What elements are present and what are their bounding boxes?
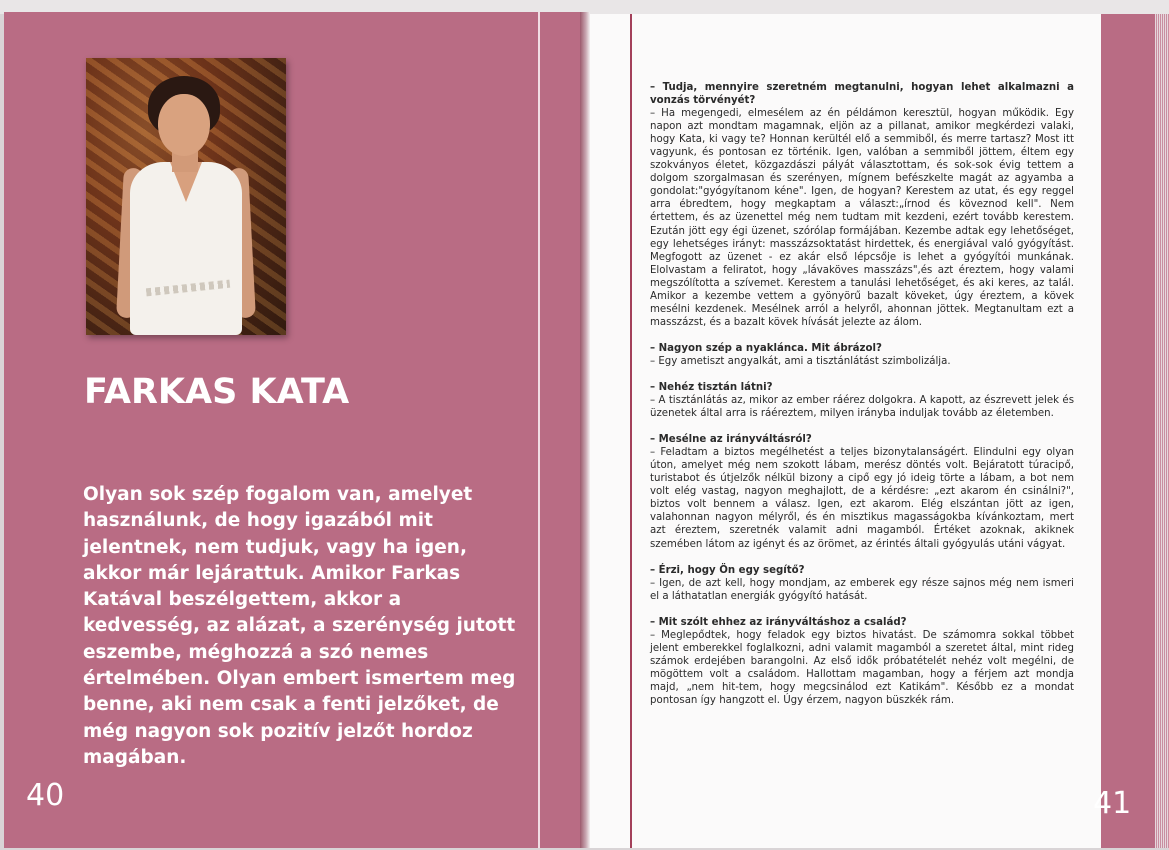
intro-paragraph: Olyan sok szép fogalom van, amelyet használunk, de hogy igazából mit jelentnek, nem tudjuk, vagy ha igen, akkor már lejárattuk. Amikor Farkas Katával beszélgettem, akkor a kedvesség, az alázat, a szerénység jutott eszembe, méghozzá a szó nemes értelmében. Olyan embert ismertem meg benne, aki nem csak a fenti jelzőket, de még nagyon sok pozitív jelzőt hordoz magában. [83,484,516,768]
person-name-heading: FARKAS KATA [84,372,350,412]
right-page-rule [630,14,632,848]
interview-question: – Nagyon szép a nyaklánca. Mit ábrázol? [650,342,882,354]
interview-article [650,81,1074,720]
interview-answer: – Ha megengedi, elmesélem az én példámon keresztül, hogyan működik. Egy napon azt mondtam magamnak, eljön az a pillanat, amikor megkérdezi valaki, hogy Kata, ki vagy te? Honnan kerültél elő a semmiből, és merre tartasz? Most itt vagyunk, és pontosan ez történik. Igen, valóban a semmiből jöttem, éltem egy szokványos életet, közgazdászi pályát választottam, és sok-sok évig tettem a dolgom szorgalmasan és szerényen, mígnem befészkelte magát az agyamba a gondolat:"gyógyítanom kéne". Igen, de hogyan? Kerestem az utat, és egy reggel arra ébredtem, hogy megkaptam a választ:„írnod és köveznod kell". Nem értettem, és az üzenettel még nem tudtam mit kezdeni, ezért tovább kerestem. Ezután jött egy égi üzenet, szórólap formájában. Kezembe adtak egy lehetőséget, egy lehetséges irányt: masszázsoktatást hirdettek, és energiával való gyógyítást. Megfogott az üzenet - ez akár első lépcsője is lehet a gyógyítói munkának. Elolvastam a feliratot, hogy „lávaköves masszázs",és azt éreztem, hogy valami megszólította a szívemet. Kerestem a tanulási lehetőséget, és aki keres, az talál. Amikor a kezembe vettem a gyönyörű bazalt köveket, úgy éreztem, a kövek mesélni kezdenek. Mesélnek arról a helyről, ahonnan jöttek. Megtanultam ezt a masszázst, és a bazalt kövek hívását jelezte az álom. [650,108,1074,328]
interview-question: – Érzi, hogy Ön egy segítő? [650,564,805,576]
portrait-photo [86,58,286,335]
interview-answer: – Egy ametiszt angyalkát, ami a tisztánlátást szimbolizálja. [650,355,951,367]
interview-question: – Tudja, mennyire szeretném megtanulni, hogyan lehet alkalmazni a vonzás törvényét? [650,82,1074,107]
interview-question: – Mesélne az irányváltásról? [650,434,812,446]
page-number-left: 40 [26,778,65,813]
photo-face [158,94,210,156]
book-page-edges [1155,14,1169,848]
interview-answer: – Meglepődtek, hogy feladok egy biztos hivatást. De számomra sokkal többet jelent emberekkel foglalkozni, adni valamit magamból a szeretet által, mint rideg számok erdejében barangolni. Az első idők próbatételét nehéz volt megélni, de mögöttem volt a családom. Hallottam magamban, hogy a férjem azt mondja majd, „nem hit-tem, hogy megcsinálod ezt Katikám". Később ez a mondat pontosan így hangzott el. Úgy érzem, nagyon büszkék rám. [650,629,1074,706]
interview-answer: – A tisztánlátás az, mikor az ember ráérez dolgokra. A kapott, az észrevett jelek és üzenetek által arra is ráéreztem, milyen irányba induljak tovább az életemben. [650,395,1074,420]
interview-question: – Nehéz tisztán látni? [650,381,773,393]
page-number-right: 41 [1093,786,1132,821]
left-page-rule [538,12,540,848]
book-gutter [580,12,590,848]
interview-answer: – Feladtam a biztos megélhetést a teljes bizonytalanságért. Elindulni egy olyan úton, amelyet még nem szokott lábam, merész döntés volt. Bejáratott túracipő, turistabot és útjelzők nélkül bizony a cipő egy jó ideig törte a lábam, a bot nem volt elég vastag, nagyon meghajlott, de a kérdésre: „ezt akarom én csinálni?", biztos volt bennem a válasz. Igen, ezt akarom. Elég elszántan jött az igen, valahonnan nagyon mélyről, és én misztikus magasságokba kívánkoztam, mert azt éreztem, szeretnék valamit adni magamból. Értéket azoknak, akiknek szemében látom az igényt és az örömet, az érintés általi gyógyulás utáni vágyat. [650,447,1074,550]
interview-answer: – Igen, de azt kell, hogy mondjam, az emberek egy része sajnos még nem ismeri el a láthatatlan energiák gyógyító hatását. [650,577,1074,602]
right-page-color-strip [1101,14,1155,848]
interview-question: – Mit szólt ehhez az irányváltáshoz a család? [650,616,907,628]
